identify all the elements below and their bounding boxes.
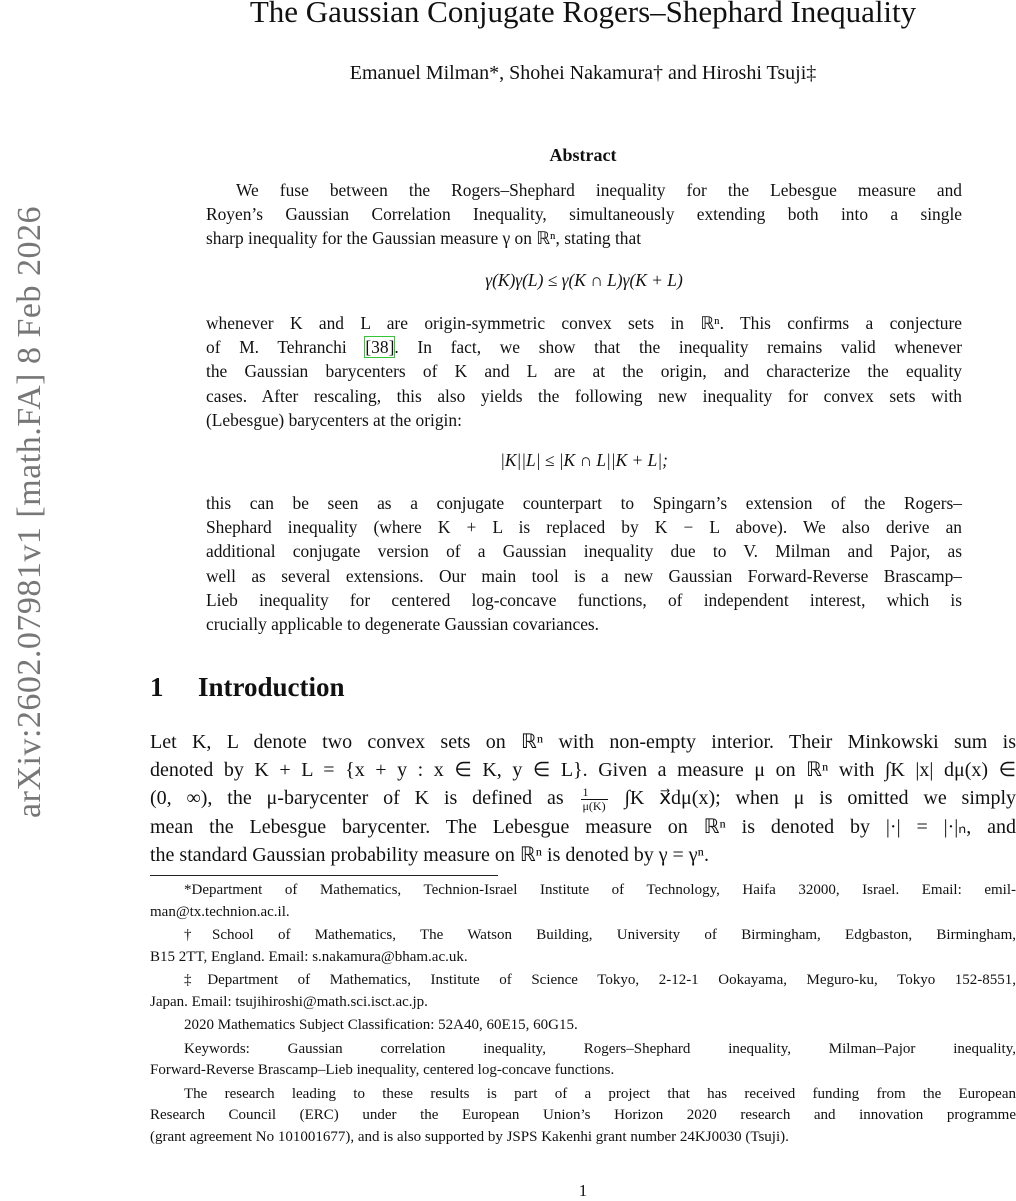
- abstract-line: this can be seen as a conjugate counterpart to Spingarn’s extension of the Rogers–: [206, 493, 962, 513]
- body-line: mean the Lebesgue barycenter. The Lebesgue measure on ℝⁿ is denoted by |·| = |·|ₙ, and: [150, 815, 1016, 838]
- author-list: Emanuel Milman*, Shohei Nakamura† and Hiroshi Tsuji‡: [349, 62, 817, 84]
- abstract-line: whenever K and L are origin-symmetric convex sets in ℝⁿ. This confirms a conjecture: [206, 313, 962, 333]
- body-line-with-fraction: [150, 784, 1016, 813]
- abstract-line-with-citation: [206, 335, 962, 359]
- fraction-numerator: 1: [581, 786, 608, 800]
- footnote-funding: [150, 1084, 1016, 1149]
- footnote-author-1: [150, 880, 1016, 923]
- footnote-line: *Department of Mathematics, Technion-Israel Institute of Technology, Haifa 32000, Israel. Email: emil-: [184, 882, 1016, 898]
- footnote-line: Japan. Email: tsujihiroshi@math.sci.isct.ac.jp.: [150, 993, 428, 1010]
- abstract-line: crucially applicable to degenerate Gaussian covariances.: [206, 614, 600, 635]
- body-line: the standard Gaussian probability measure on ℝⁿ is denoted by γ = γⁿ.: [150, 843, 709, 866]
- body-line: denoted by K + L = {x + y : x ∈ K, y ∈ L}. Given a measure μ on ℝⁿ with ∫K |x| dμ(x) ∈: [150, 759, 1016, 781]
- fraction-denominator: μ(K): [582, 798, 606, 813]
- footnote-line: 2020 Mathematics Subject Classification: 52A40, 60E15, 60G15.: [184, 1017, 578, 1033]
- introduction-paragraph: [150, 728, 1016, 869]
- abstract-line: Lieb inequality for centered log-concave functions, of independent interest, which is: [206, 589, 962, 610]
- footnote-keywords: [150, 1039, 1016, 1082]
- paper-title: The Gaussian Conjugate Rogers–Shephard Inequality: [249, 0, 917, 29]
- abstract-line: additional conjugate version of a Gaussian inequality due to V. Milman and Pajor, as: [206, 541, 962, 562]
- abstract-line: Shephard inequality (where K + L is replaced by K − L above). We also derive an: [206, 517, 962, 538]
- abstract-equation-gaussian: γ(K)γ(L) ≤ γ(K ∩ L)γ(K + L): [485, 270, 683, 290]
- footnote-line: The research leading to these results is part of a project that has received funding from the European: [184, 1085, 1016, 1102]
- section-heading-introduction: [150, 672, 345, 703]
- abstract-line: We fuse between the Rogers–Shephard inequality for the Lebesgue measure and: [236, 180, 962, 200]
- abstract-paragraph-2: [206, 311, 962, 432]
- abstract-paragraph-1: [206, 178, 962, 251]
- footnote-line: †School of Mathematics, The Watson Building, University of Birmingham, Edgbaston, Birmingham,: [184, 927, 1016, 943]
- footnote-line: man@tx.technion.ac.il.: [150, 903, 290, 920]
- abstract-line: Royen’s Gaussian Correlation Inequality, simultaneously extending both into a single: [206, 204, 962, 225]
- footnote-line: ‡Department of Mathematics, Institute of Science Tokyo, 2-12-1 Ookayama, Meguro-ku, Tokyo 152-8551,: [184, 972, 1016, 988]
- footnote-line: (grant agreement No 101001677), and is also supported by JSPS Kakenhi grant number 24KJ0030 (Tsuji).: [150, 1128, 789, 1145]
- footnote-author-2: [150, 925, 1016, 968]
- abstract-line: the Gaussian barycenters of K and L are at the origin, and characterize the equality: [206, 361, 962, 382]
- section-number: 1: [150, 672, 164, 702]
- fraction: [581, 786, 608, 813]
- body-text: ∫K x⃗dμ(x); when μ is omitted we simply: [624, 787, 1016, 809]
- footnotes: [150, 880, 1016, 1148]
- abstract-line: (Lebesgue) barycenters at the origin:: [206, 409, 462, 430]
- footnote-author-3: [150, 970, 1016, 1013]
- footnote-line: B15 2TT, England. Email: s.nakamura@bham.ac.uk.: [150, 948, 468, 965]
- abstract-equation-lebesgue: |K||L| ≤ |K ∩ L||K + L|;: [500, 450, 668, 470]
- footnote-line: Research Council (ERC) under the European Union’s Horizon 2020 research and innovation programme: [150, 1107, 1016, 1123]
- abstract-text: of M. Tehranchi: [206, 337, 366, 358]
- abstract-paragraph-3: [206, 491, 962, 636]
- abstract-text: . In fact, we show that the inequality remains valid whenever: [394, 337, 962, 358]
- abstract-line: well as several extensions. Our main tool is a new Gaussian Forward-Reverse Brascamp–: [206, 565, 962, 586]
- abstract-line: sharp inequality for the Gaussian measure γ on ℝⁿ, stating that: [206, 228, 642, 249]
- body-text: (0, ∞), the μ-barycenter of K is defined as: [150, 787, 564, 809]
- page-number: 1: [578, 1181, 588, 1200]
- abstract-heading: Abstract: [549, 145, 617, 165]
- footnote-line: Forward-Reverse Brascamp–Lieb inequality, centered log-concave functions.: [150, 1062, 615, 1078]
- citation-link-38[interactable]: [38]: [365, 337, 395, 358]
- footnote-separator: [150, 875, 498, 876]
- body-line: Let K, L denote two convex sets on ℝⁿ with non-empty interior. Their Minkowski sum is: [150, 731, 1016, 753]
- footnote-msc: [150, 1015, 1016, 1037]
- arxiv-identifier-stamp: arXiv:2602.07981v1 [math.FA] 8 Feb 2026: [11, 206, 48, 818]
- footnote-line: Keywords: Gaussian correlation inequality, Rogers–Shephard inequality, Milman–Pajor inequality,: [184, 1040, 1016, 1057]
- abstract-line: cases. After rescaling, this also yields the following new inequality for convex sets with: [206, 385, 962, 406]
- section-title: Introduction: [198, 672, 345, 702]
